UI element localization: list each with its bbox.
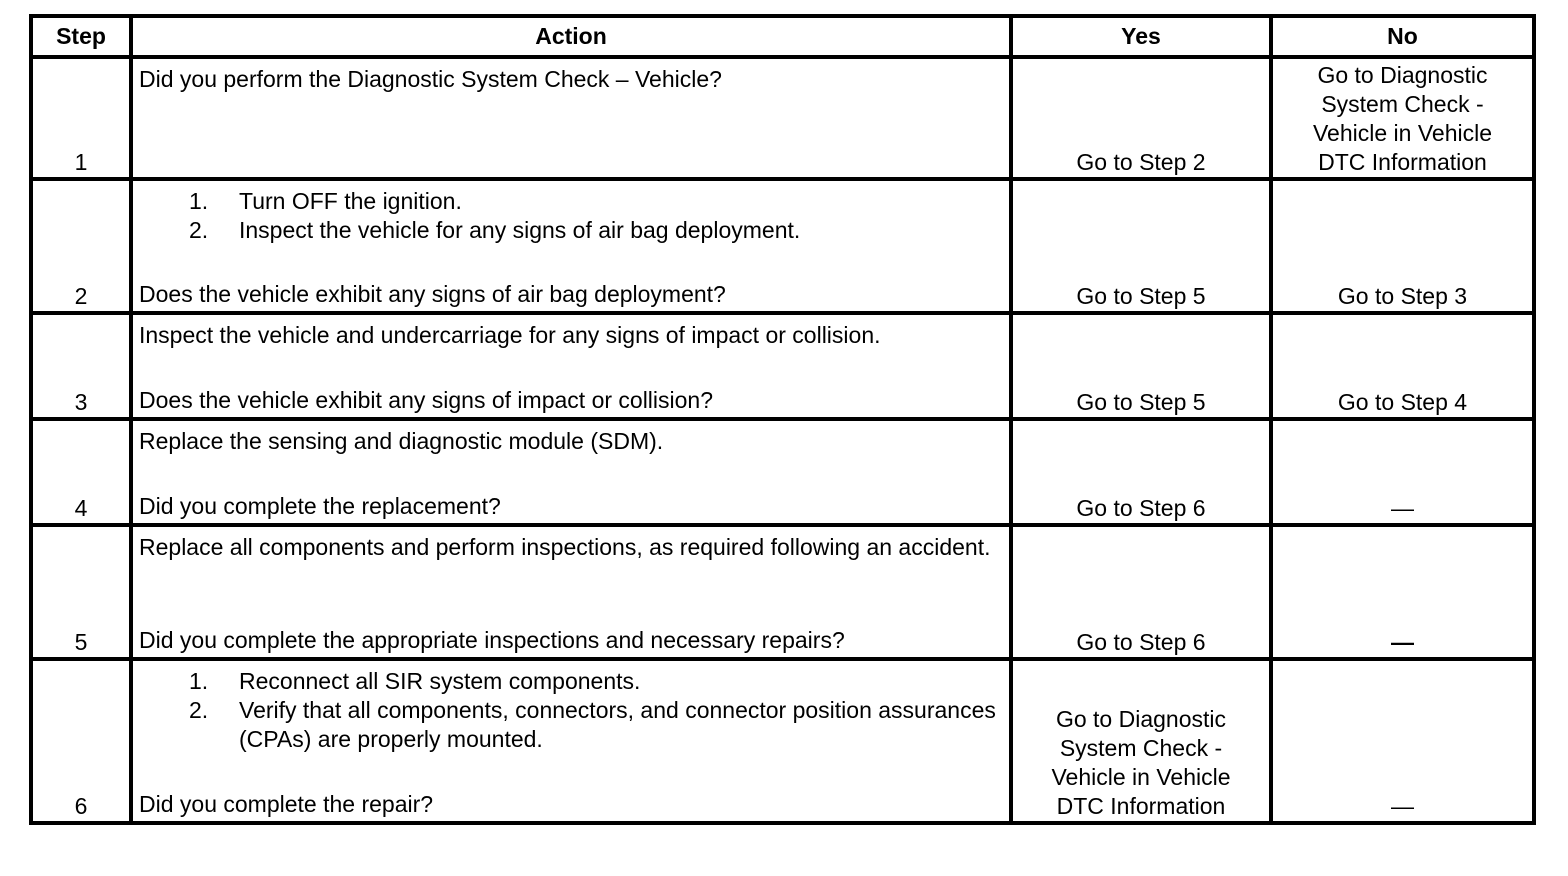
no-result-line: System Check - (1321, 91, 1484, 117)
table-row (31, 57, 1534, 179)
step-number: 5 (31, 525, 131, 659)
diagnostic-table (29, 14, 1536, 825)
instruction-number: 1. (189, 668, 209, 694)
table-row (31, 659, 1534, 823)
question-text: Does the vehicle exhibit any signs of air bag deployment? (139, 281, 726, 307)
table-row (31, 313, 1534, 419)
instruction-item (139, 696, 1003, 754)
table-row (31, 525, 1534, 659)
step-number: 1 (31, 57, 131, 179)
yes-result-line: Go to Diagnostic (1055, 706, 1226, 732)
yes-result-line: System Check - (1059, 735, 1223, 761)
no-result-line: Vehicle in Vehicle (1312, 120, 1492, 146)
no-result: Go to Step 3 (1271, 179, 1534, 313)
no-result-dash: — (1391, 495, 1414, 521)
no-result-dash: — (1391, 629, 1414, 655)
action-cell (131, 419, 1011, 525)
yes-result: Go to Step 2 (1011, 57, 1271, 179)
header-no: No (1271, 16, 1534, 57)
no-result (1271, 525, 1534, 659)
yes-result: Go to Step 6 (1011, 419, 1271, 525)
action-cell (131, 179, 1011, 313)
table-row (31, 419, 1534, 525)
header-action: Action (131, 16, 1011, 57)
instruction-item (139, 667, 1003, 696)
no-result (1271, 659, 1534, 823)
yes-result: Go to Step 6 (1011, 525, 1271, 659)
yes-result (1011, 659, 1271, 823)
instruction-number: 2. (189, 217, 209, 243)
step-number: 6 (31, 659, 131, 823)
instruction-number: 1. (189, 188, 209, 214)
action-cell (131, 313, 1011, 419)
step-number: 2 (31, 179, 131, 313)
action-cell (131, 57, 1011, 179)
no-result-line: DTC Information (1318, 149, 1487, 175)
yes-result: Go to Step 5 (1011, 179, 1271, 313)
question-text: Did you complete the repair? (139, 791, 434, 817)
instruction-text: Verify that all components, connectors, and connector position assurances (CPAs) are properly mounted. (239, 697, 996, 752)
table-row (31, 179, 1534, 313)
no-result (1271, 57, 1534, 179)
yes-result: Go to Step 5 (1011, 313, 1271, 419)
instruction-item (139, 216, 1003, 245)
header-yes: Yes (1011, 16, 1271, 57)
instruction-text: Inspect the vehicle for any signs of air bag deployment. (239, 217, 801, 243)
no-result-dash: — (1391, 793, 1414, 819)
action-cell (131, 525, 1011, 659)
no-result (1271, 419, 1534, 525)
instruction-item (139, 187, 1003, 216)
instruction-text: Turn OFF the ignition. (239, 188, 462, 214)
yes-result-line: DTC Information (1056, 793, 1226, 819)
action-text: Replace the sensing and diagnostic module (SDM). (139, 428, 664, 454)
instruction-list (139, 187, 1003, 245)
action-cell (131, 659, 1011, 823)
action-text: Did you perform the Diagnostic System Check – Vehicle? (139, 66, 722, 92)
no-result: Go to Step 4 (1271, 313, 1534, 419)
instruction-text: Reconnect all SIR system components. (239, 668, 641, 694)
no-result-line: Go to Diagnostic (1317, 62, 1488, 88)
question-text: Does the vehicle exhibit any signs of impact or collision? (139, 387, 714, 413)
question-text: Did you complete the appropriate inspections and necessary repairs? (139, 627, 845, 653)
question-text: Did you complete the replacement? (139, 493, 501, 519)
yes-result-line: Vehicle in Vehicle (1051, 764, 1231, 790)
header-step: Step (31, 16, 131, 57)
action-text: Replace all components and perform inspections, as required following an accident. (139, 534, 991, 560)
instruction-list (139, 667, 1003, 754)
step-number: 4 (31, 419, 131, 525)
step-number: 3 (31, 313, 131, 419)
header-row (31, 16, 1534, 57)
action-text: Inspect the vehicle and undercarriage for any signs of impact or collision. (139, 322, 881, 348)
instruction-number: 2. (189, 697, 209, 723)
